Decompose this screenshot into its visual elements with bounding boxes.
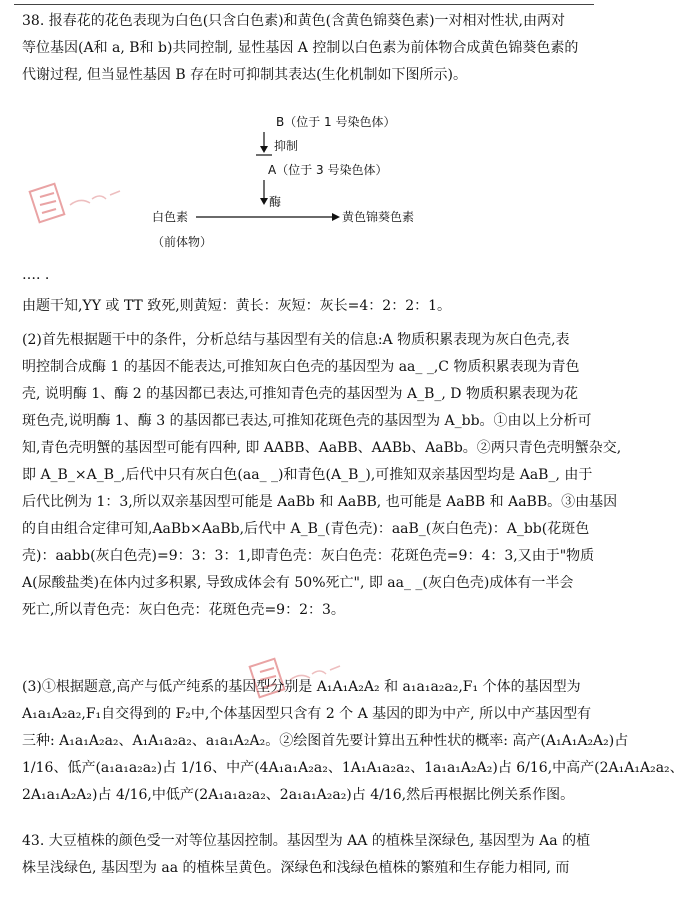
substrate-label: 白色素 xyxy=(152,210,189,224)
reaction-arrowhead xyxy=(332,213,340,221)
answer-part-3 xyxy=(22,674,684,809)
text-line: 株呈浅绿色, 基因型为 aa 的植株呈黄色。深绿色和浅绿色植株的繁殖和生存能力相同, 而 xyxy=(22,860,570,876)
gene-a-label: A（位于 3 号染色体） xyxy=(268,163,388,177)
inhibit-label: 抑制 xyxy=(274,139,299,153)
text-line: 壳)：aabb(灰白色壳)=9：3：3：1,即青色壳：灰白色壳：花斑色壳=9：4：3,又由于"物质 xyxy=(22,548,595,564)
enzyme-arrowhead xyxy=(260,198,268,205)
watermark-stamp xyxy=(30,175,150,239)
text-line: 代谢过程, 但当显性基因 B 存在时可抑制其表达(生化机制如下图所示)。 xyxy=(22,67,468,83)
answer-part-1 xyxy=(22,293,588,320)
text-line: 由题干知,YY 或 TT 致死,则黄短：黄长：灰短：灰长=4：2：2：1。 xyxy=(22,298,452,314)
text-line: 三种: A₁a₁A₂a₂、A₁A₁a₂a₂、a₁a₁A₂A₂。②绘图首先要计算出五种性状的概率: 高产(A₁A₁A₂A₂)占 xyxy=(22,733,629,749)
text-line: 1/16、低产(a₁a₁a₂a₂)占 1/16、中产(4A₁a₁A₂a₂、1A₁A₁a₂a₂、1a₁a₁A₂A₂)占 6/16,中高产(2A₁A₁A₂a₂、 xyxy=(22,760,684,776)
text-line: 明控制合成酶 1 的基因不能表达,可推知灰白色壳的基因型为 aa_ _,C 物质积累表现为青色 xyxy=(22,359,580,375)
text-line: 即 A_B_×A_B_,后代中只有灰白色(aa_ _)和青色(A_B_),可推知双亲基因型均是 AaB_, 由于 xyxy=(22,467,593,483)
gene-b-label: B（位于 1 号染色体） xyxy=(276,115,396,129)
top-rule xyxy=(14,4,594,5)
question-38 xyxy=(22,8,588,89)
text-line: A(尿酸盐类)在体内过多积累, 导致成体会有 50%死亡", 即 aa_ _(灰白色壳)成体有一半会 xyxy=(22,575,574,591)
ellipsis-text: …. . xyxy=(22,267,50,283)
text-line: 死亡,所以青色壳：灰白色壳：花斑色壳=9：2：3。 xyxy=(22,602,345,618)
text-line: 知,青色壳明蟹的基因型可能有四种, 即 AABB、AaBB、AABb、AaBb。②两只青色壳明蟹杂交, xyxy=(22,440,622,456)
text-line: 的自由组合定律可知,AaBb×AaBb,后代中 A_B_(青色壳)：aaB_(灰白色壳)：A_bb(花斑色 xyxy=(22,521,590,537)
answer-part-2 xyxy=(22,327,622,624)
question-43 xyxy=(22,828,591,882)
precursor-label: （前体物） xyxy=(152,235,213,249)
ellipsis xyxy=(22,262,588,289)
text-line: 43. 大豆植株的颜色受一对等位基因控制。基因型为 AA 的植株呈深绿色, 基因型为 Aa 的植 xyxy=(22,833,591,849)
text-line: (3)①根据题意,高产与低产纯系的基因型分别是 A₁A₁A₂A₂ 和 a₁a₁a₂a₂,F₁ 个体的基因型为 xyxy=(22,679,581,695)
text-line: (2)首先根据题干中的条件，分析总结与基因型有关的信息:A 物质积累表现为灰白色壳,表 xyxy=(22,332,570,348)
text-line: 壳, 说明酶 1、酶 2 的基因都已表达,可推知青色壳的基因型为 A_B_, D 物质积累表现为花 xyxy=(22,386,578,402)
product-label: 黄色锦葵色素 xyxy=(342,210,415,224)
text-line: 2A₁a₁A₂A₂)占 4/16,中低产(2A₁a₁a₂a₂、2a₁a₁A₂a₂)占 4/16,然后再根据比例关系作图。 xyxy=(22,787,575,803)
inhibit-arrowhead xyxy=(260,146,268,153)
text-line: 后代比例为 1：3,所以双亲基因型可能是 AaBb 和 AaBB, 也可能是 AaBB 和 AaBB。③由基因 xyxy=(22,494,618,510)
enzyme-label: 酶 xyxy=(269,195,282,209)
text-line: 斑色壳,说明酶 1、酶 3 的基因都已表达,可推知花斑色壳的基因型为 A_bb。①由以上分析可 xyxy=(22,413,592,429)
text-line: 等位基因(A和 a, B和 b)共同控制, 显性基因 A 控制以白色素为前体物合成黄色锦葵色素的 xyxy=(22,40,579,56)
text-line: A₁a₁A₂a₂,F₁自交得到的 F₂中,个体基因型只含有 2 个 A 基因的即为中产, 所以中产基因型有 xyxy=(22,706,592,722)
text-line: 38. 报春花的花色表现为白色(只含白色素)和黄色(含黄色锦葵色素)一对相对性状,由两对 xyxy=(22,13,566,29)
biochemical-pathway-diagram xyxy=(150,108,450,258)
pathway-svg xyxy=(150,108,450,258)
